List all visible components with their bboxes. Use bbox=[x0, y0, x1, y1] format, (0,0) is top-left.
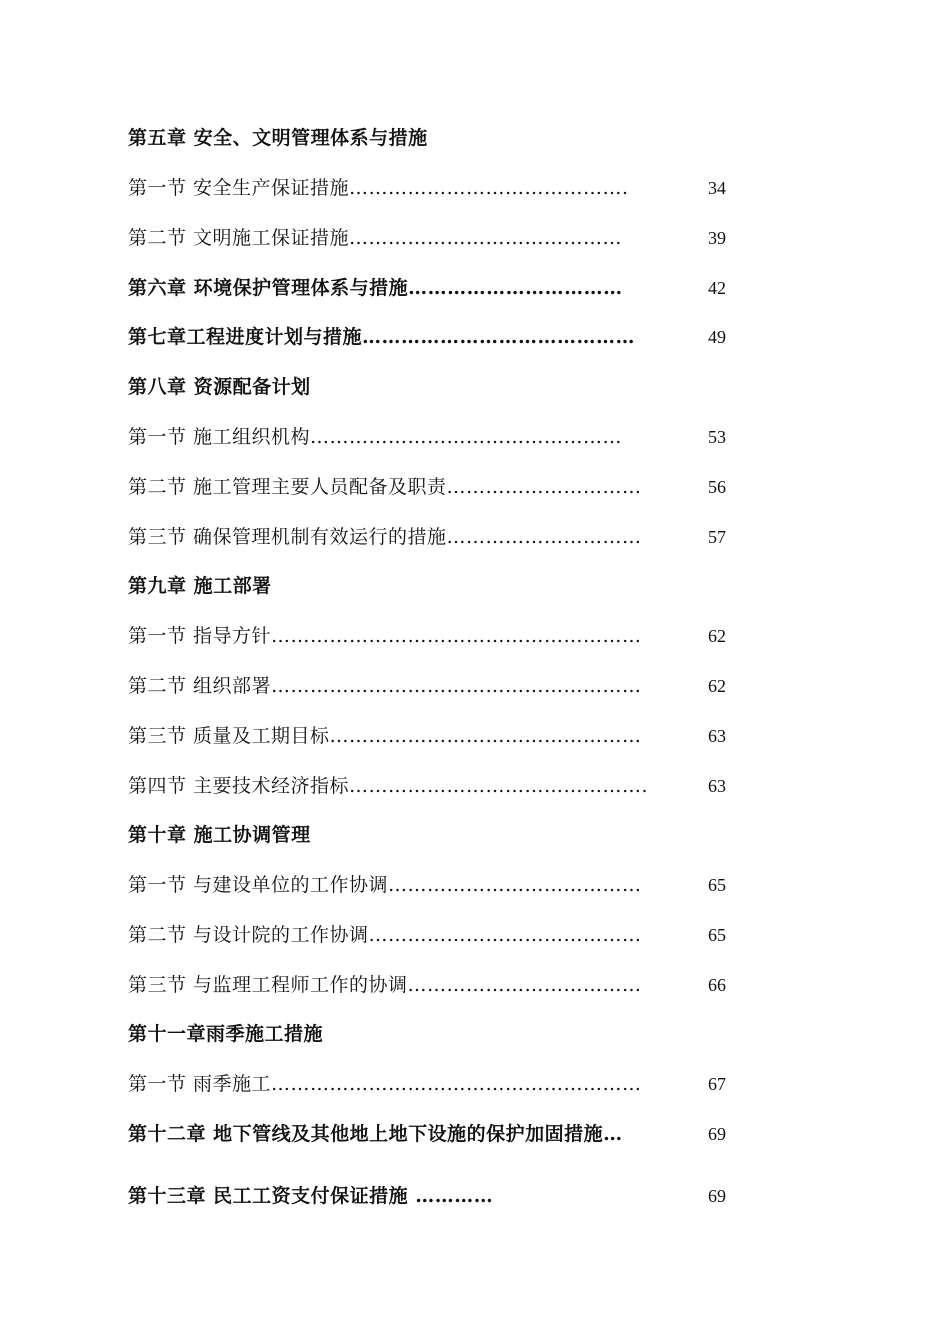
toc-entry-title: 第二节 与设计院的工作协调…………………………………… bbox=[128, 924, 642, 946]
toc-entry-title: 第八章 资源配备计划 bbox=[128, 376, 311, 398]
toc-entry bbox=[128, 669, 748, 703]
toc-entry bbox=[128, 868, 748, 902]
toc-entry bbox=[128, 1117, 748, 1151]
toc-entry bbox=[128, 569, 748, 603]
toc-entry bbox=[128, 619, 748, 653]
toc-entry-title: 第一节 安全生产保证措施……………………………………. bbox=[128, 177, 629, 199]
toc-entry-page: 49 bbox=[708, 327, 726, 347]
toc-entry-title: 第十章 施工协调管理 bbox=[128, 824, 311, 846]
toc-entry-title: 第一节 雨季施工………………………………………………… bbox=[128, 1073, 642, 1095]
toc-entry-title: 第六章 环境保护管理体系与措施…………………………… bbox=[128, 277, 623, 299]
toc-entry-page: 39 bbox=[708, 228, 726, 248]
toc-entry bbox=[128, 420, 748, 454]
toc-entry bbox=[128, 370, 748, 404]
toc-entry-title: 第三节 与监理工程师工作的协调……………………………… bbox=[128, 974, 642, 996]
toc-entry bbox=[128, 818, 748, 852]
toc-entry-title: 第九章 施工部署 bbox=[128, 575, 272, 597]
toc-entry-page: 65 bbox=[708, 925, 726, 945]
toc-entry-title: 第七章工程进度计划与措施…………………………………… bbox=[128, 326, 636, 348]
toc-entry-page: 63 bbox=[708, 726, 726, 746]
toc-entry-page: 69 bbox=[708, 1186, 726, 1206]
toc-entry-page: 42 bbox=[708, 278, 726, 298]
toc-entry-title: 第十三章 民工工资支付保证措施 ………… bbox=[128, 1185, 494, 1207]
toc-entry-page: 66 bbox=[708, 975, 726, 995]
toc-entry-page: 62 bbox=[708, 676, 726, 696]
toc-entry-page: 57 bbox=[708, 527, 726, 547]
toc-entry-title: 第二节 施工管理主要人员配备及职责………………………… bbox=[128, 476, 642, 498]
toc-entry-title: 第一节 施工组织机构………………………………………… bbox=[128, 426, 623, 448]
toc-entry-title: 第四节 主要技术经济指标………………………………………. bbox=[128, 775, 649, 797]
toc-entry-title: 第二节 组织部署………………………………………………… bbox=[128, 675, 642, 697]
toc-entry-page: 63 bbox=[708, 776, 726, 796]
toc-entry-title: 第三节 确保管理机制有效运行的措施………………………… bbox=[128, 526, 642, 548]
toc-entry-page: 65 bbox=[708, 875, 726, 895]
toc-entry bbox=[128, 171, 748, 205]
toc-entry bbox=[128, 1017, 748, 1051]
toc-entry-title: 第十二章 地下管线及其他地上地下设施的保护加固措施… bbox=[128, 1123, 623, 1145]
toc-entry-title: 第三节 质量及工期目标………………………………………… bbox=[128, 725, 642, 747]
toc-entry-page: 62 bbox=[708, 626, 726, 646]
toc-entry-page: 34 bbox=[708, 178, 726, 198]
toc-entry bbox=[128, 1179, 748, 1213]
toc-entry-title: 第十一章雨季施工措施 bbox=[128, 1023, 324, 1045]
toc-entry bbox=[128, 121, 748, 155]
toc-entry bbox=[128, 1067, 748, 1101]
toc-entry-page: 67 bbox=[708, 1074, 726, 1094]
toc-entry bbox=[128, 271, 748, 305]
toc-entry-title: 第一节 指导方针………………………………………………… bbox=[128, 625, 642, 647]
toc-entry bbox=[128, 769, 748, 803]
toc-entry bbox=[128, 918, 748, 952]
toc-entry bbox=[128, 719, 748, 753]
toc-entry-title: 第五章 安全、文明管理体系与措施 bbox=[128, 127, 428, 149]
toc-entry bbox=[128, 968, 748, 1002]
toc-entry-title: 第一节 与建设单位的工作协调………………………………… bbox=[128, 874, 642, 896]
toc-entry-page: 69 bbox=[708, 1124, 726, 1144]
toc-entry bbox=[128, 221, 748, 255]
toc-entry bbox=[128, 470, 748, 504]
toc-entry-page: 53 bbox=[708, 427, 726, 447]
toc-entry-page: 56 bbox=[708, 477, 726, 497]
toc-entry bbox=[128, 320, 748, 354]
toc-entry bbox=[128, 520, 748, 554]
toc-entry-title: 第二节 文明施工保证措施…………………………………… bbox=[128, 227, 623, 249]
